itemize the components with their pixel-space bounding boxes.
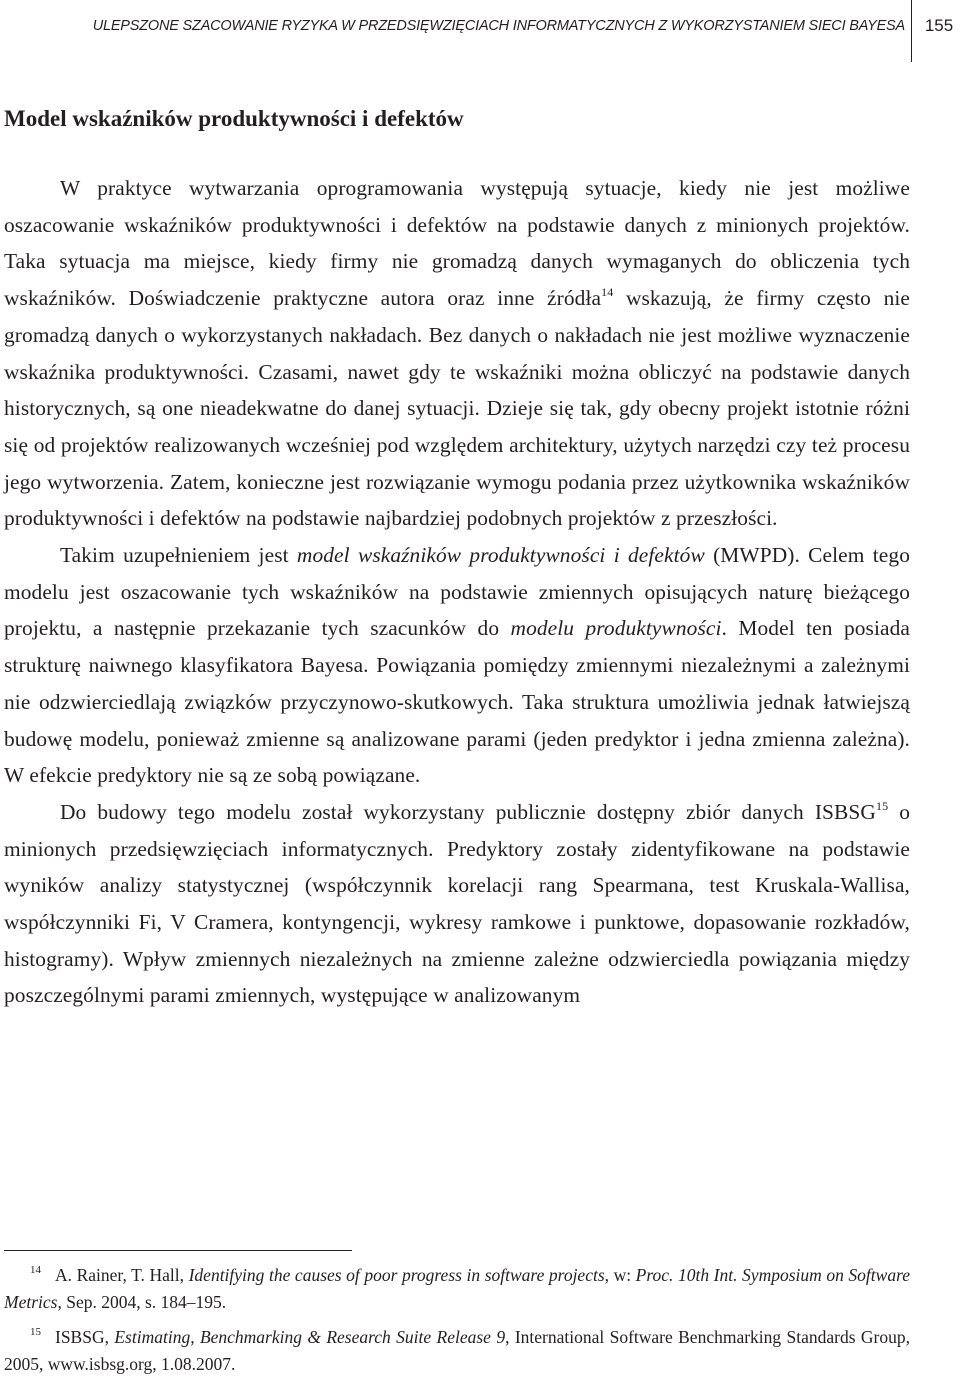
footnote-15-details: , International Software Benchmarking Standards Group, 2005, www.isbsg.org, 1.08.2007. [4, 1327, 911, 1374]
page-number: 155 [924, 16, 954, 35]
footnote-15 [4, 1324, 910, 1378]
footnote-ref-15: 15 [875, 798, 889, 813]
footnote-14-number: 14 [30, 1264, 41, 1276]
paragraph-2 [4, 537, 910, 794]
footnote-divider [4, 1250, 352, 1251]
footnote-15-source: ISBSG, [55, 1327, 115, 1347]
paragraph-1-text-b: wskazują, że firmy często nie gromadzą danych o wykorzystanych nakładach. Bez danych o nakładach nie jest możliwe wyznaczenie wskaźnika produktywności. Czasami, nawet gdy te wskaźniki można obliczyć na podstawie danych historycznych, są one nieadekwatne do danej sytuacji. Dzieje się tak, gdy obecny projekt istotnie różni się od projektów realizowanych wcześniej pod względem architektury, użytych narzędzi czy też procesu jego wytworzenia. Zatem, konieczne jest rozwiązanie wymogu podania przez użytkownika wskaźników produktywności i defektów na podstawie najbardziej podobnych projektów z przeszłości. [4, 286, 910, 531]
paragraph-1 [4, 170, 910, 537]
footnote-14 [4, 1262, 910, 1316]
paragraph-3 [4, 794, 910, 1014]
section-heading: Model wskaźników produktywności i defektów [4, 106, 464, 131]
footnote-14-venue: Proc. 10th Int. Symposium on Software Metrics [4, 1265, 910, 1312]
footnote-14-connector: , w: [604, 1265, 636, 1285]
footnote-14-authors: A. Rainer, T. Hall, [55, 1265, 189, 1285]
header-divider [911, 0, 912, 62]
paragraph-1-text-a: W praktyce wytwarzania oprogramowania występują sytuacje, kiedy nie jest możliwe oszacowanie wskaźników produktywności i defektów na podstawie danych z minionych projektów. Taka sytuacja ma miejsce, kiedy firmy nie gromadzą danych wymaganych do obliczenia tych wskaźników. Doświadczenie praktyczne autora oraz inne źródła [4, 176, 910, 311]
paragraph-3-text-b: o minionych przedsięwzięciach informatycznych. Predyktory zostały zidentyfikowane na podstawie wyników analizy statystycznej (współczynnik korelacji rang Spearmana, test Kruskala-Wallisa, współczynniki Fi, V Cramera, kontyngencji, wykresy ramkowe i punktowe, dopasowanie rozkładów, histogramy). Wpływ zmiennych niezależnych na zmienne zależne odzwierciedla powiązania między poszczególnymi parami zmiennych, występujące w analizowanym [4, 799, 911, 1008]
footnote-15-title: Estimating, Benchmarking & Research Suite Release 9 [114, 1327, 506, 1347]
footnote-14-details: , Sep. 2004, s. 184–195. [57, 1292, 227, 1312]
paragraph-2-text-c: . Model ten posiada strukturę naiwnego klasyfikatora Bayesa. Powiązania pomiędzy zmiennymi niezależnymi a zależnymi nie odzwierciedlają związków przyczynowo-skutkowych. Taka struktura umożliwia jednak łatwiejszą budowę modelu, ponieważ zmienne są analizowane parami (jeden predyktor i jedna zmienna zależna). W efekcie predyktory nie są ze sobą powiązane. [4, 616, 910, 788]
body-text [4, 170, 910, 1014]
paragraph-2-text-b: (MWPD). Celem tego modelu jest oszacowanie tych wskaźników na podstawie zmiennych opisujących naturę bieżącego projektu, a następnie przekazanie tych szacunków do [4, 543, 910, 641]
footnote-14-title: Identifying the causes of poor progress in software projects [188, 1265, 605, 1285]
paragraph-2-emphasis-2: modelu produktywności [510, 616, 722, 641]
paragraph-2-emphasis-1: model wskaźników produktywności i defektów [296, 543, 705, 568]
footnote-ref-14: 14 [601, 285, 614, 300]
running-header: ULEPSZONE SZACOWANIE RYZYKA W PRZEDSIĘWZIĘCIACH INFORMATYCZNYCH Z WYKORZYSTANIEM SIECI BAYESA [92, 18, 905, 34]
paragraph-2-text-a: Takim uzupełnieniem jest [60, 543, 297, 568]
footnote-15-number: 15 [30, 1326, 41, 1338]
paragraph-3-text-a: Do budowy tego modelu został wykorzystany publicznie dostępny zbiór danych ISBSG [60, 799, 876, 824]
footnotes [4, 1262, 910, 1378]
